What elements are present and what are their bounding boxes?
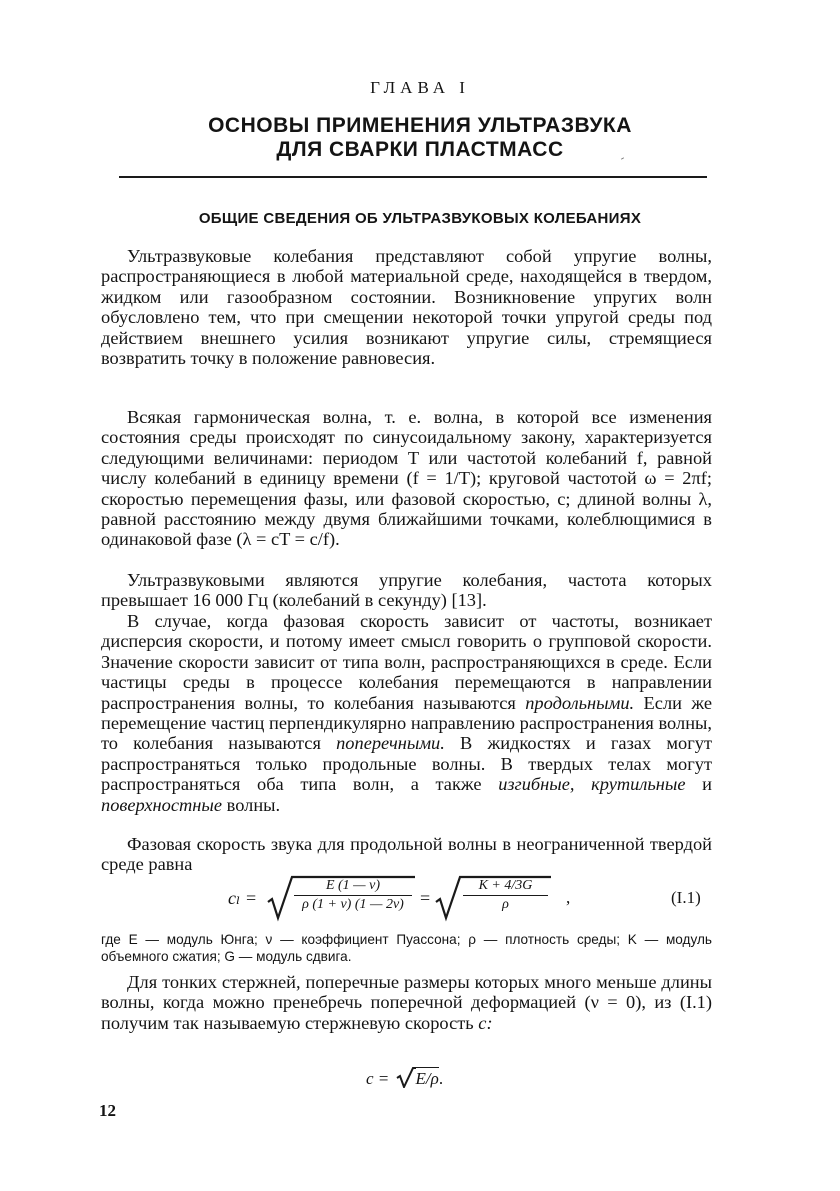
section-heading: ОБЩИЕ СВЕДЕНИЯ ОБ УЛЬТРАЗВУКОВЫХ КОЛЕБАНИЯХ — [198, 210, 642, 227]
paragraph-4-part-b: Если же перемещение частиц перпендикулярно направлению распространения волны, то колебания называются — [101, 692, 712, 754]
fraction-2-numerator: K + 4/3G — [478, 878, 533, 893]
fraction-1-numerator: E (1 — ν) — [325, 878, 381, 893]
paragraph-2-text: Всякая гармоническая волна, т. е. волна, в которой все изменения состояния среды происходят по синусоидальному закону, характеризуется следующими величинами: периодом T или частотой колебаний f, равной числу колебаний в единицу времени (f = 1/T); круговой частотой ω = 2πf; скоростью перемещения фазы, или фазовой скоростью, c; длиной волны λ, равной расстоянию между двумя ближайшими точками, колеблющимися в одинаковой фазе (λ = cT = c/f). — [101, 407, 712, 550]
formula-2-trailing: . — [438, 1069, 444, 1088]
formula-1-number: (I.1) — [671, 888, 701, 907]
term-longitudinal: продольными. — [525, 692, 635, 713]
formula-2-lhs: c = — [366, 1069, 390, 1088]
formula-1-fraction-2 — [463, 878, 548, 913]
horizontal-rule — [119, 176, 707, 178]
paragraph-4-part-a: В случае, когда фазовая скорость зависит от частоты, возникает дисперсия скорости, и потому имеет смысл говорить о групповой скорости. Значение скорости зависит от типа волн, распространяющихся в среде. Если частицы среды в процессе колебания перемещаются в направлении распространения волны, то колебания называются — [101, 611, 712, 713]
formula-1-equals: = — [420, 888, 431, 908]
formula-2-radicand: E/ρ — [415, 1069, 439, 1088]
formula-longitudinal-velocity — [228, 870, 628, 926]
paragraph-3-text: Ультразвуковыми являются упругие колебания, частота которых превышает 16 000 Гц (колебаний в секунду) [13]. — [101, 570, 712, 611]
formula-legend-note: где E — модуль Юнга; ν — коэффициент Пуассона; ρ — плотность среды; K — модуль объемного сжатия; G — модуль сдвига. — [101, 932, 712, 964]
paragraph-4-text — [101, 611, 712, 815]
paragraph-2 — [101, 407, 712, 550]
paragraph-6-part-a: Для тонких стержней, поперечные размеры которых много меньше длины волны, когда можно пренебречь поперечной деформацией (ν = 0), из (I.1) получим так называемую стержневую скорость — [101, 972, 712, 1033]
fraction-1-denominator: ρ (1 + ν) (1 — 2ν) — [294, 895, 412, 913]
paragraph-4-part-e: волны. — [226, 794, 281, 815]
paragraph-4 — [101, 611, 712, 815]
fraction-2-denominator: ρ — [463, 895, 548, 913]
chapter-label: ГЛАВА I — [370, 78, 470, 97]
page-number: 12 — [99, 1101, 116, 1120]
paragraph-3 — [101, 570, 712, 611]
paragraph-6-text — [101, 972, 712, 1033]
paragraph-1 — [101, 246, 712, 368]
term-transverse: поперечными. — [336, 733, 445, 754]
radical-sign-3 — [396, 1066, 416, 1088]
paragraph-4-part-c: В жидкостях и газах могут распространяться только продольные волны. В твердых телах могут распространяться оба типа волн, а также — [101, 733, 712, 795]
term-bending-torsional: изгибные, крутильные — [498, 774, 686, 795]
paragraph-4-part-d: и — [702, 774, 713, 795]
paragraph-5-text: Фазовая скорость звука для продольной волны в неограниченной твердой среде равна — [101, 834, 712, 875]
term-surface: поверхностные — [101, 794, 223, 815]
paragraph-6 — [101, 972, 712, 1033]
paragraph-5 — [101, 834, 712, 875]
formula-rod-velocity — [366, 1062, 443, 1089]
formula-1-lhs: cₗ = — [228, 888, 258, 908]
paragraph-1-text: Ультразвуковые колебания представляют собой упругие волны, распространяющиеся в любой материальной среде, находящейся в твердом, жидком или газообразном состоянии. Возникновение упругих волн обусловлено тем, что при смещении некоторой точки упругой среды под действием внешнего усилия возникают упругие силы, стремящиеся возвратить точку в положение равновесия. — [101, 246, 712, 369]
formula-1-fraction-1 — [294, 878, 412, 913]
chapter-title — [0, 114, 840, 162]
chapter-title-line-1: ОСНОВЫ ПРИМЕНЕНИЯ УЛЬТРАЗВУКА — [208, 114, 632, 137]
term-rod-velocity: c: — [478, 1012, 493, 1033]
chapter-title-line-2: ДЛЯ СВАРКИ ПЛАСТМАСС — [276, 138, 564, 161]
formula-1-trailing-comma: , — [566, 888, 571, 907]
